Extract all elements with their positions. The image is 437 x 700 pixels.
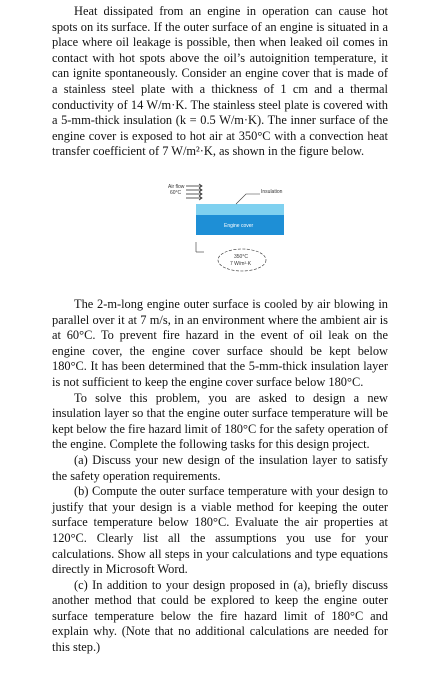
coordinate-axis [196, 242, 204, 252]
hot-air-temp: 350°C [234, 254, 248, 260]
task-a: (a) Discuss your new design of the insulation layer to satisfy the safety operation requirements. [52, 452, 388, 483]
task-c: (c) In addition to your design proposed in (a), briefly discuss another method that could be explored to keep the engine outer surface temperature below the fire hazard limit of 180°C and explain why. (Note that no additional calculations are needed for this step.) [52, 577, 388, 655]
hot-air-coefficient: 7 W/m²·K [230, 261, 252, 267]
airflow-arrows [186, 184, 202, 200]
intro-paragraph: Heat dissipated from an engine in operation can cause hot spots on its surface. If the outer surface of an engine is situated in a place where oil leakage is possible, then when leaked oil comes in contact with hot spots above the oil’s autoignition temperature, it can ignite spontaneously. Consider an engine cover that is made of a stainless steel plate with a thickness of 1 cm and a thermal conductivity of 14 W/m·K. The stainless steel plate is covered with a 5-mm-thick insulation (k = 0.5 W/m·K). The inner surface of the engine cover is exposed to hot air at 350°C with a convection heat transfer coefficient of 7 W/m²·K, as shown in the figure below. [52, 4, 388, 159]
insulation-layer [196, 204, 284, 215]
engine-cover-label: Engine cover [224, 223, 254, 229]
hot-air-cloud [218, 249, 266, 271]
engine-cover-diagram [150, 180, 290, 280]
body-paragraph: The 2-m-long engine outer surface is cooled by air blowing in parallel over it at 7 m/s, in an environment where the ambient air is at 60°C. To prevent fire hazard in the event of oil leak on the engine cover, the engine cover surface should be kept below 180°C. It has been determined that the 5-mm-thick insulation layer is not sufficient to keep the engine cover surface below 180°C. [52, 297, 388, 389]
task-paragraph: To solve this problem, you are asked to design a new insulation layer so that the engine outer surface temperature will be kept below the fire hazard limit of 180°C for the safety operation of the engine. Complete the following tasks for this design project. [52, 390, 388, 452]
airflow-label: Air flow [168, 184, 185, 190]
engine-cover-figure [150, 180, 290, 280]
airflow-temp: 60°C [170, 190, 182, 196]
problem-body [52, 297, 388, 656]
task-b: (b) Compute the outer surface temperature with your design to justify that your design is a viable method for keeping the outer surface temperature below 180°C. Evaluate the air properties at 120°C. Clearly list all the assumptions you use for your calculations. Show all steps in your calculations and type equations directly in Microsoft Word. [52, 484, 388, 577]
insulation-leader [236, 194, 260, 204]
insulation-label: Insulation [261, 189, 283, 195]
